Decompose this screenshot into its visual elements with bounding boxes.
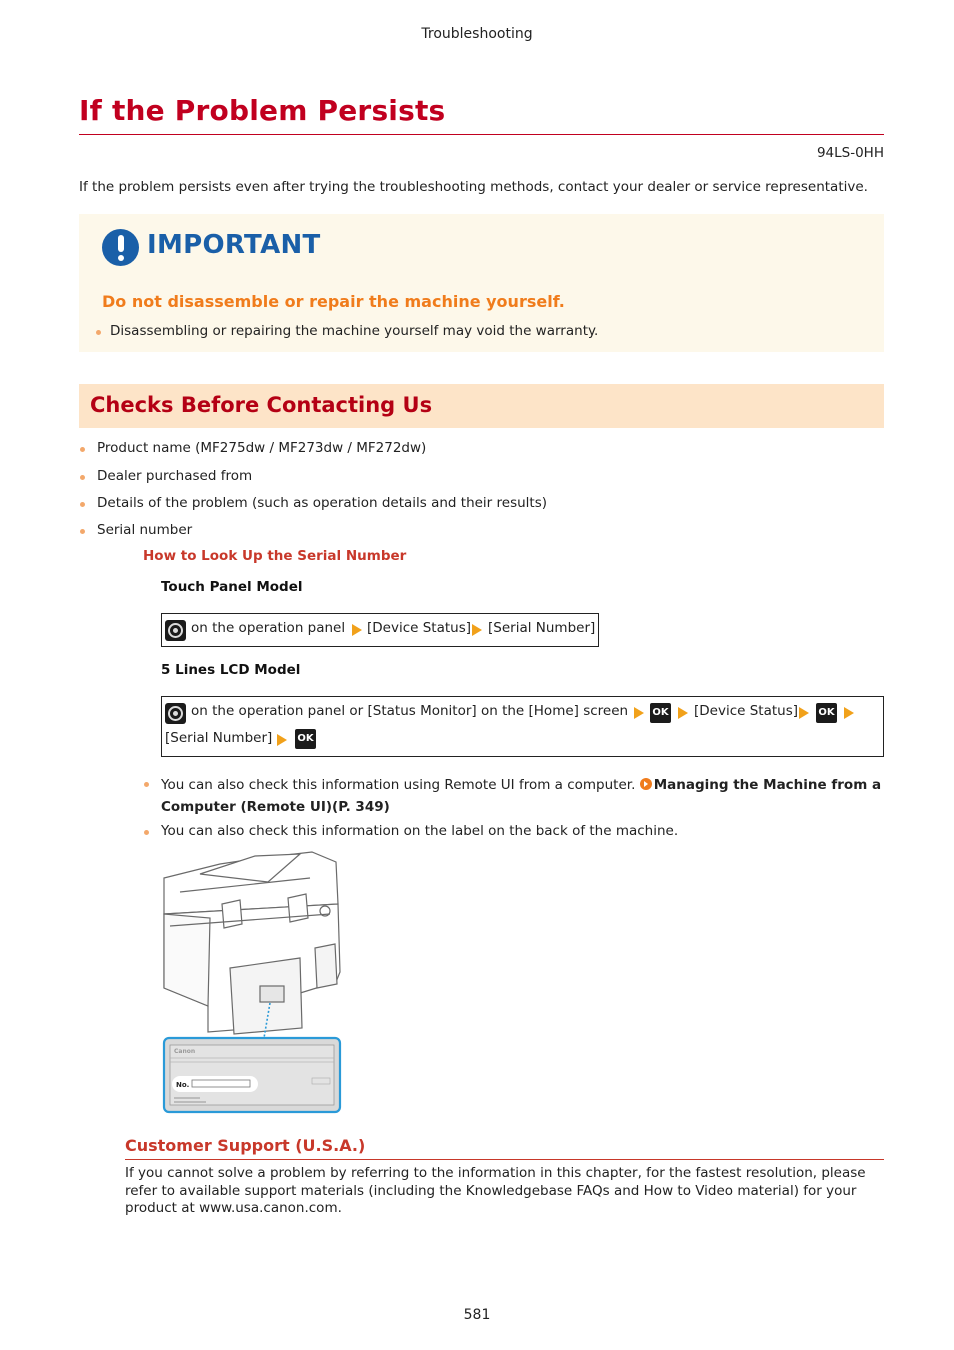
support-heading: Customer Support (U.S.A.) bbox=[125, 1136, 366, 1155]
list-item-text: Dealer purchased from bbox=[97, 468, 253, 484]
bullet-dot-icon bbox=[144, 830, 149, 835]
step-text: [Serial Number] bbox=[488, 620, 596, 636]
bullet-dot-icon bbox=[80, 529, 85, 534]
support-rule bbox=[125, 1159, 884, 1160]
list-item bbox=[97, 468, 252, 484]
bullet-dot-icon bbox=[96, 330, 101, 335]
remote-ui-link[interactable]: Managing the Machine from a Computer (Remote UI)(P. 349) bbox=[161, 777, 882, 815]
bullet-dot-icon bbox=[80, 502, 85, 507]
arrow-right-icon bbox=[277, 734, 287, 746]
exclamation-icon bbox=[102, 229, 139, 266]
important-heading: Do not disassemble or repair the machine yourself. bbox=[102, 292, 565, 311]
bullet-dot-icon bbox=[80, 475, 85, 480]
step-text: [Device Status] bbox=[367, 620, 472, 636]
machine-back-illustration bbox=[160, 848, 344, 1116]
status-monitor-icon bbox=[165, 703, 186, 724]
arrow-right-icon bbox=[844, 707, 854, 719]
label-brand: Canon bbox=[174, 1048, 196, 1055]
list-item-text: Serial number bbox=[97, 522, 193, 538]
intro-paragraph: If the problem persists even after trying the troubleshooting methods, contact your dealer or service representative. bbox=[79, 179, 868, 195]
bullet-dot-icon bbox=[80, 447, 85, 452]
note-label bbox=[161, 823, 678, 839]
list-item bbox=[97, 440, 426, 456]
important-bullet bbox=[110, 323, 598, 339]
doc-code: 94LS-0HH bbox=[816, 145, 884, 161]
status-monitor-icon bbox=[165, 620, 186, 641]
important-label: IMPORTANT bbox=[147, 230, 321, 260]
list-item-text: Details of the problem (such as operation details and their results) bbox=[97, 495, 548, 511]
arrow-right-icon bbox=[352, 624, 362, 636]
lcd-model-steps bbox=[161, 696, 884, 757]
serial-no-label: No. bbox=[176, 1081, 190, 1089]
arrow-right-icon bbox=[799, 707, 809, 719]
note-text: You can also check this information using Remote UI from a computer. bbox=[161, 777, 636, 793]
support-paragraph: If you cannot solve a problem by referring to the information in this chapter, for the fastest resolution, please refer to available support materials (including the Knowledgebase FAQs and How to Video material) for your product at www.usa.canon.com. bbox=[125, 1165, 866, 1216]
ok-key-icon: OK bbox=[295, 729, 316, 749]
section-header bbox=[79, 384, 884, 428]
howto-heading: How to Look Up the Serial Number bbox=[143, 548, 407, 564]
printer-icon bbox=[160, 848, 344, 1116]
ok-key-icon: OK bbox=[816, 703, 837, 723]
step-text: on the operation panel bbox=[191, 620, 346, 636]
important-bullet-text: Disassembling or repairing the machine yourself may void the warranty. bbox=[110, 323, 599, 339]
list-item bbox=[97, 522, 192, 538]
section-title: Checks Before Contacting Us bbox=[90, 393, 433, 417]
ok-key-icon: OK bbox=[650, 703, 671, 723]
title-rule bbox=[79, 134, 884, 135]
link-arrow-icon bbox=[640, 778, 652, 790]
important-callout bbox=[79, 214, 884, 352]
arrow-right-icon bbox=[634, 707, 644, 719]
note-text: You can also check this information on the label on the back of the machine. bbox=[161, 823, 679, 839]
page-title: If the Problem Persists bbox=[79, 94, 446, 127]
running-head: Troubleshooting bbox=[421, 26, 533, 42]
lcd-model-label: 5 Lines LCD Model bbox=[161, 662, 301, 678]
arrow-right-icon bbox=[472, 624, 482, 636]
list-item bbox=[97, 495, 547, 511]
list-item-text: Product name (MF275dw / MF273dw / MF272dw) bbox=[97, 440, 427, 456]
step-text: on the operation panel or [Status Monitor] on the [Home] screen bbox=[191, 703, 629, 719]
touch-panel-steps bbox=[161, 613, 599, 647]
step-text: [Device Status] bbox=[694, 703, 799, 719]
note-remote-ui bbox=[161, 774, 884, 818]
bullet-dot-icon bbox=[144, 782, 149, 787]
step-text: [Serial Number] bbox=[165, 730, 273, 746]
touch-panel-label: Touch Panel Model bbox=[161, 579, 303, 595]
page-number: 581 bbox=[463, 1307, 491, 1323]
arrow-right-icon bbox=[678, 707, 688, 719]
